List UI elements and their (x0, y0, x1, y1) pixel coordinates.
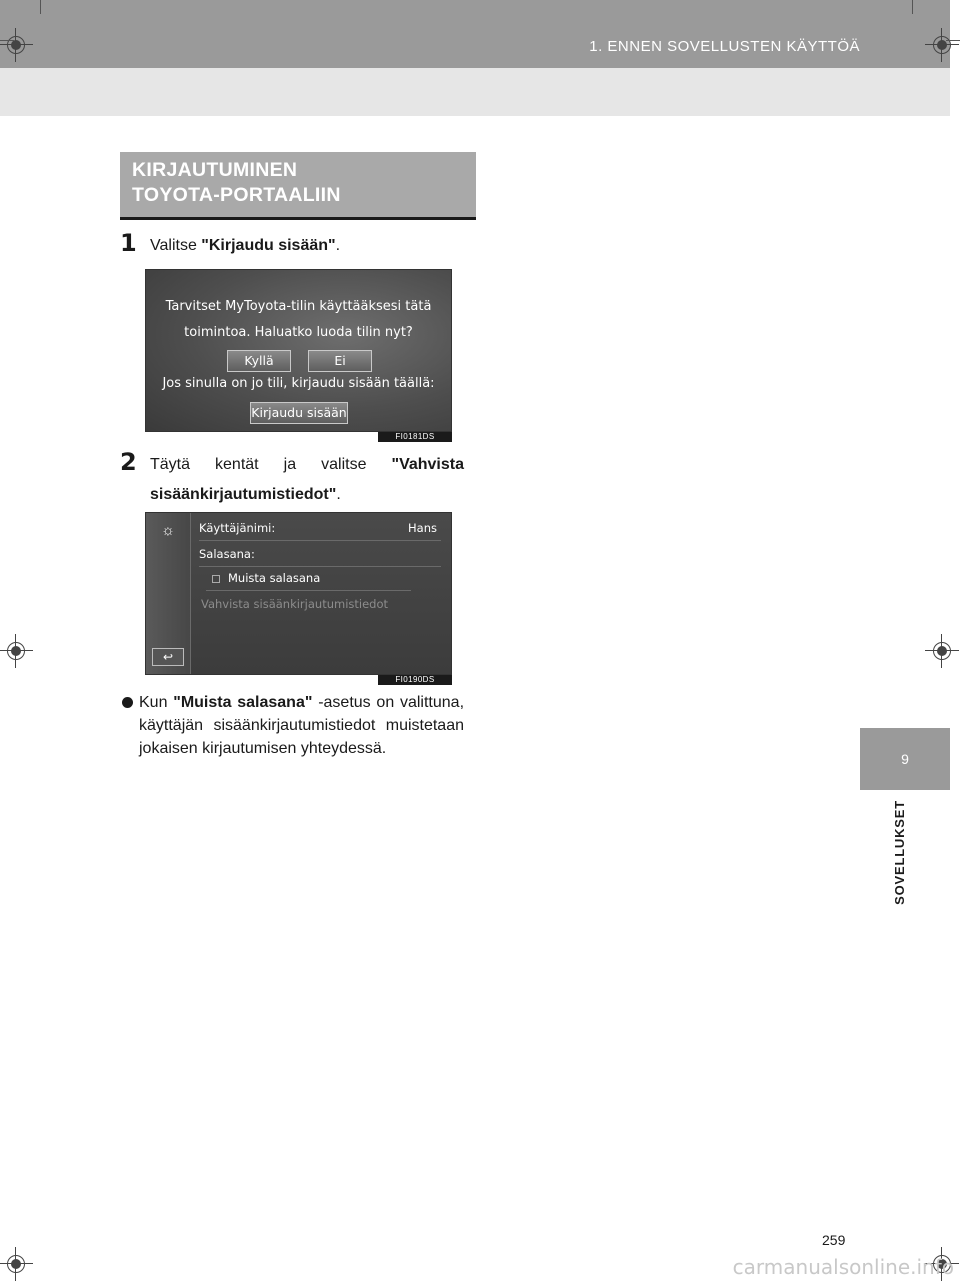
figure-code: FI0181DS (378, 432, 452, 442)
footer-url: carmanualsonline.info (732, 1255, 954, 1279)
registration-mark-icon (0, 634, 33, 668)
username-label: Käyttäjänimi: (199, 521, 276, 535)
registration-mark-icon (925, 28, 959, 62)
step-number: 1 (120, 229, 137, 257)
chapter-label: SOVELLUKSET (892, 800, 907, 905)
section-header (120, 152, 476, 220)
login-button[interactable]: Kirjaudu sisään (250, 402, 348, 424)
password-label: Salasana: (199, 547, 255, 561)
registration-mark-icon (0, 1247, 33, 1281)
registration-mark-icon (0, 28, 33, 62)
dialog-line-1: Tarvitset MyToyota-tilin käyttääksesi tätä (165, 299, 432, 314)
section-title-line2: TOYOTA-PORTAALIIN (132, 184, 341, 206)
chapter-title: 1. ENNEN SOVELLUSTEN KÄYTTÖÄ (589, 38, 860, 55)
chapter-tab: 9 (860, 728, 950, 790)
screenshot-login-form (145, 512, 452, 675)
remember-password-checkbox[interactable] (206, 565, 411, 591)
side-panel (146, 513, 191, 674)
bullet-icon (122, 697, 133, 708)
step-number: 2 (120, 448, 137, 476)
password-field[interactable] (199, 541, 441, 567)
registration-mark-icon (925, 634, 959, 668)
step-1-target: "Kirjaudu sisään" (201, 237, 336, 254)
dialog-line-3: Jos sinulla on jo tili, kirjaudu sisään täällä: (162, 376, 435, 391)
no-button[interactable]: Ei (308, 350, 372, 372)
screenshot-create-account (145, 269, 452, 432)
back-icon[interactable]: ↩ (152, 648, 184, 666)
figure-code: FI0190DS (378, 675, 452, 685)
section-title-line1: KIRJAUTUMINEN (132, 159, 298, 181)
checkbox-icon[interactable] (212, 575, 220, 583)
dialog-line-2: toimintoa. Haluatko luoda tilin nyt? (184, 325, 413, 340)
settings-icon[interactable]: ☼ (161, 522, 175, 539)
remember-label: Muista salasana (228, 571, 321, 585)
page-number: 259 (822, 1232, 846, 1248)
yes-button[interactable]: Kyllä (227, 350, 291, 372)
username-value: Hans (408, 521, 437, 535)
note-paragraph: Kun "Muista salasana" -asetus on valittuna, käyttäjän sisäänkirjautumistiedot muistetaan jokaisen kirjautumisen yhteydessä. (120, 691, 464, 760)
crop-mark (912, 0, 913, 14)
crop-mark (946, 40, 960, 41)
username-field[interactable] (199, 515, 441, 541)
confirm-login-button[interactable]: Vahvista sisäänkirjautumistiedot (201, 597, 388, 611)
note-bold: "Muista salasana" (173, 694, 313, 711)
header-band (0, 0, 950, 68)
crop-mark (40, 0, 41, 14)
crop-mark (0, 40, 14, 41)
header-sub-band (0, 68, 950, 116)
step-2-target: "Vahvista (391, 456, 464, 473)
step-2: 2 Täytä kentät ja valitse "Vahvista sisäänkirjautumistiedot". (120, 448, 464, 503)
step-1: 1 Valitse "Kirjaudu sisään". (120, 229, 341, 257)
